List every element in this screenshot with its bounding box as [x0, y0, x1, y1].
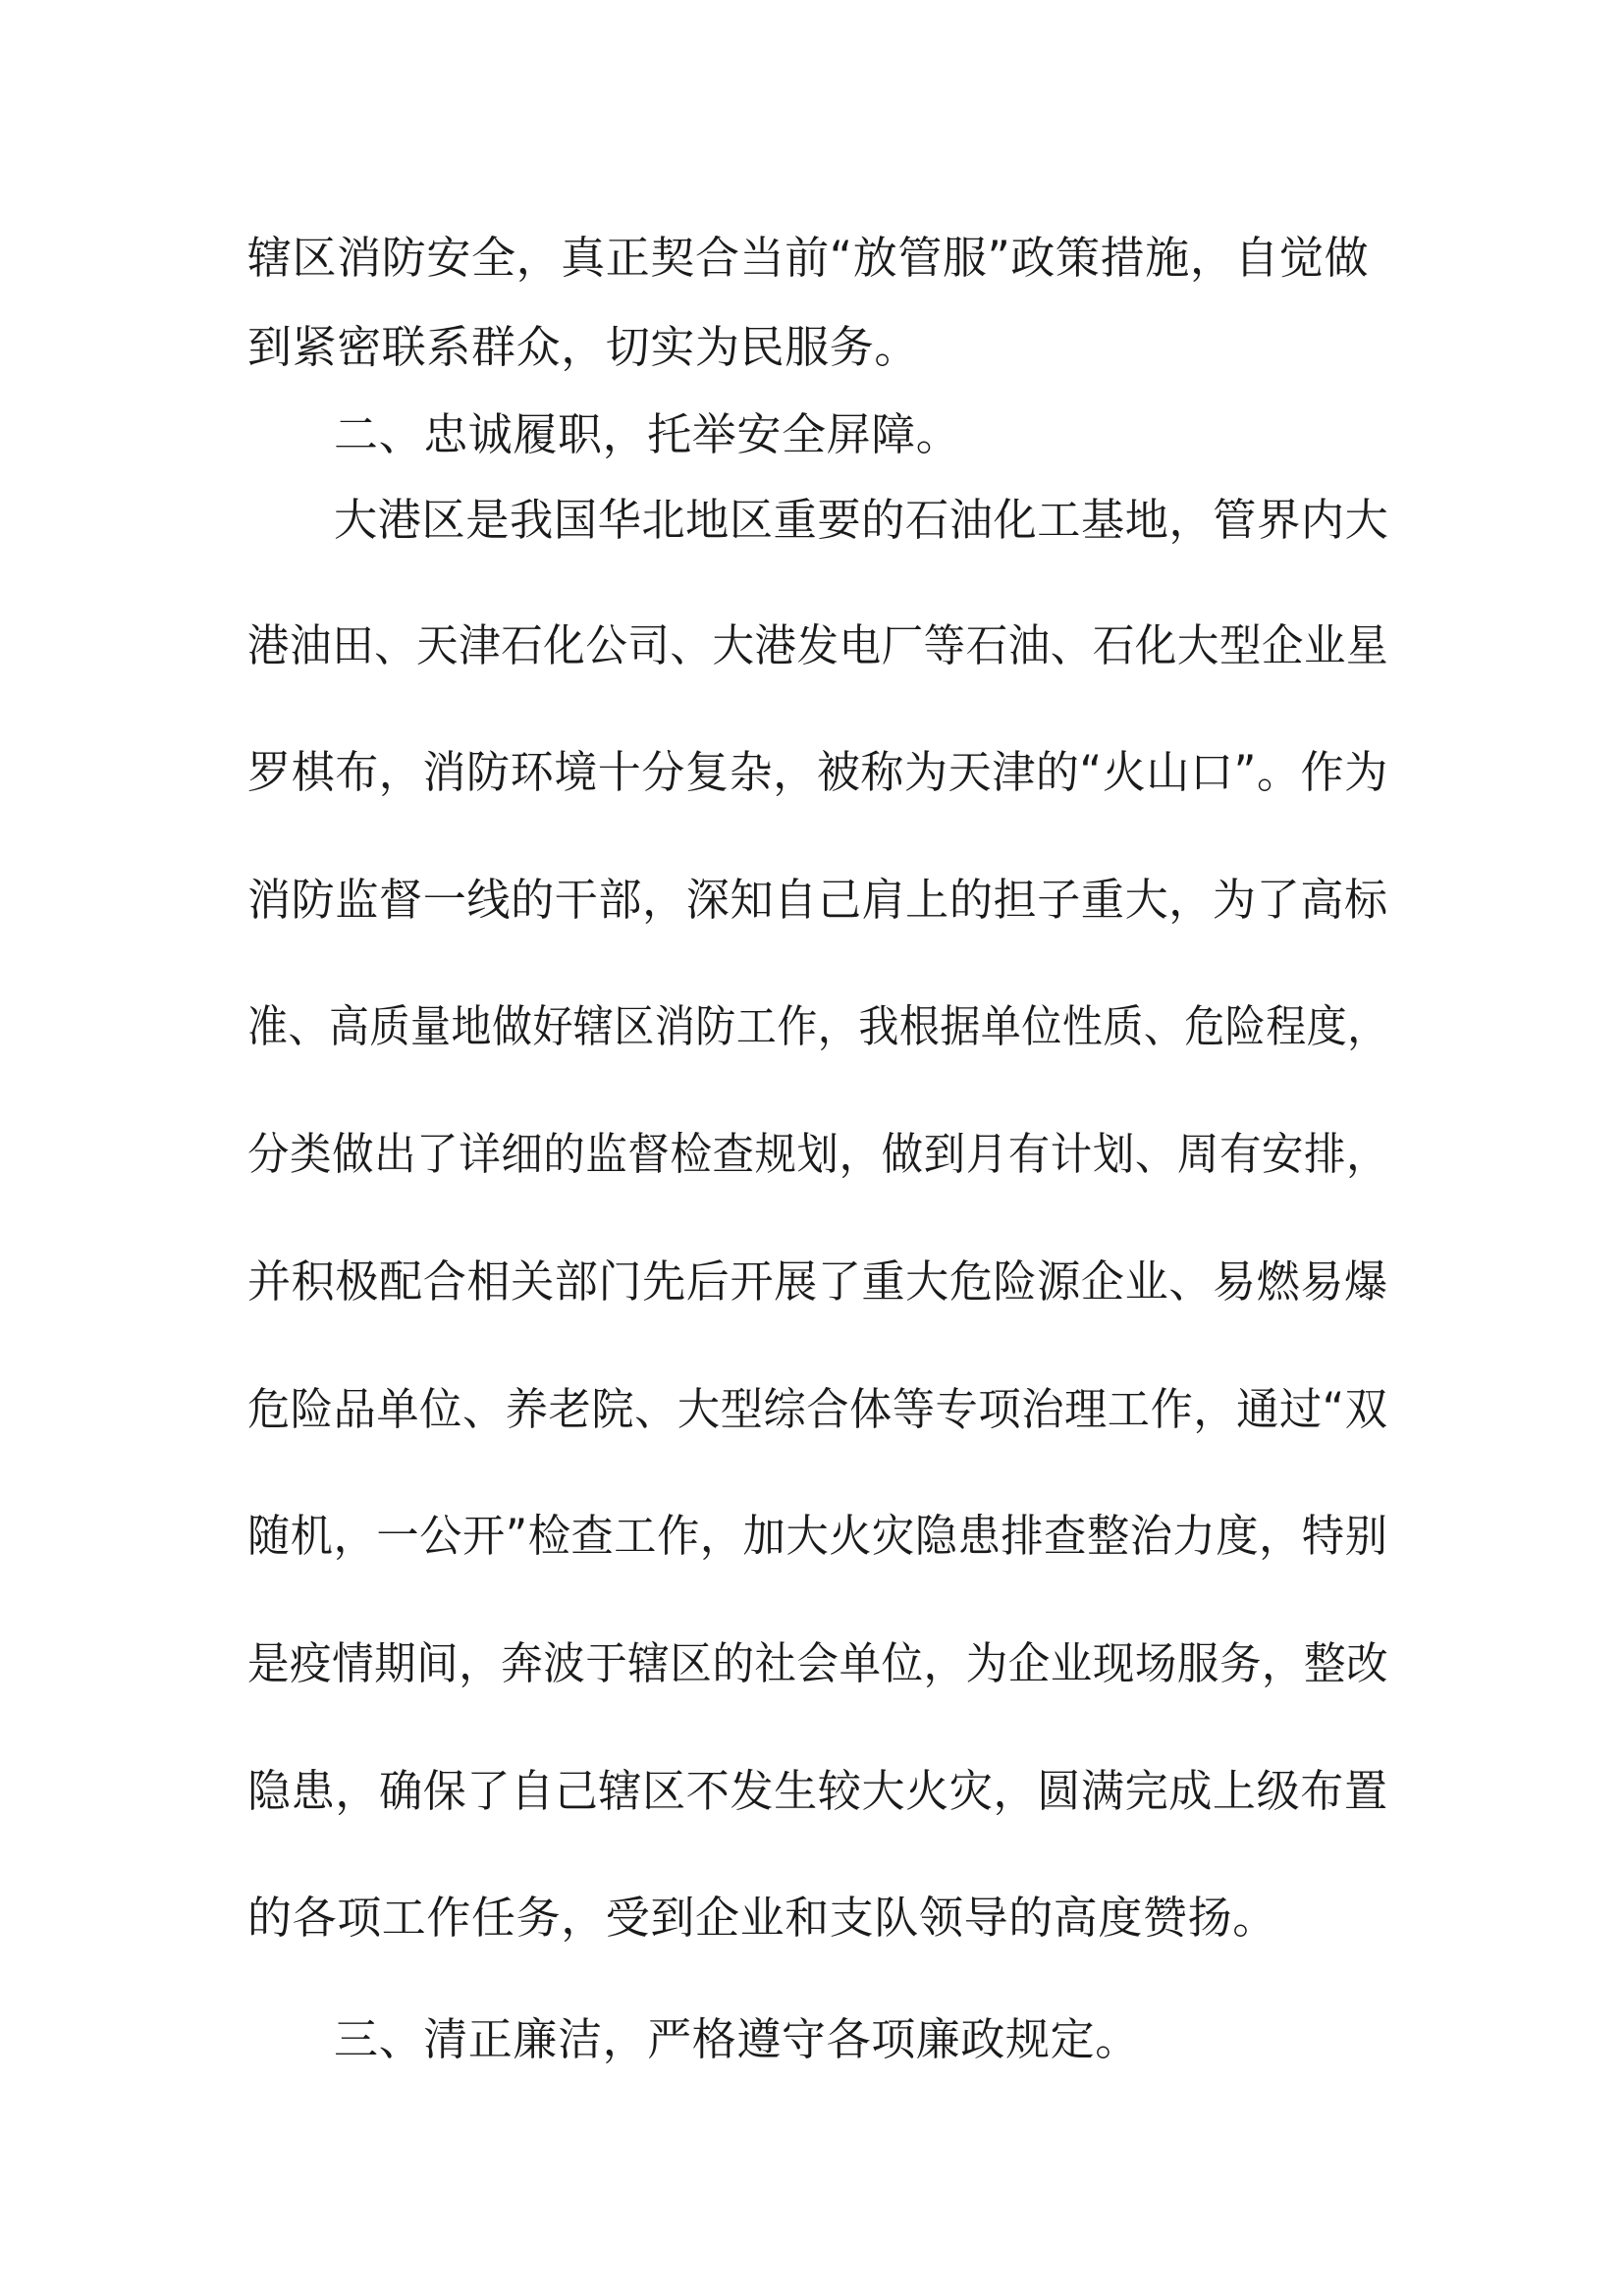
text-line: 并积极配合相关部门先后开展了重大危险源企业、易燃易爆 [247, 1255, 1388, 1308]
section-heading: 二、忠诚履职，托举安全屏障。 [334, 408, 961, 460]
text-line: 辖区消防安全，真正契合当前“放管服”政策措施，自觉做 [247, 232, 1370, 284]
text-line: 消防监督一线的干部，深知自己肩上的担子重大，为了高标 [247, 874, 1388, 926]
paragraph-first-line: 大港区是我国华北地区重要的石油化工基地，管界内大 [334, 494, 1389, 546]
text-line: 准、高质量地做好辖区消防工作，我根据单位性质、危险程度， [247, 1000, 1388, 1052]
text-line: 罗棋布，消防环境十分复杂，被称为天津的“火山口”。作为 [247, 746, 1388, 798]
text-line: 到紧密联系群众，切实为民服务。 [247, 321, 920, 373]
text-line: 分类做出了详细的监督检查规划，做到月有计划、周有安排， [247, 1128, 1389, 1180]
text-line: 的各项工作任务，受到企业和支队领导的高度赞扬。 [247, 1892, 1277, 1944]
text-line: 港油田、天津石化公司、大港发电厂等石油、石化大型企业星 [247, 619, 1389, 671]
text-line: 危险品单位、养老院、大型综合体等专项治理工作，通过“双 [247, 1383, 1388, 1435]
text-line: 随机，一公开”检查工作，加大火灾隐患排查整治力度，特别 [247, 1510, 1388, 1562]
text-line: 是疫情期间，奔波于辖区的社会单位，为企业现场服务，整改 [247, 1637, 1389, 1689]
section-heading: 三、清正廉洁，严格遵守各项廉政规定。 [334, 2013, 1140, 2065]
text-line: 隐患，确保了自己辖区不发生较大火灾，圆满完成上级布置 [247, 1765, 1388, 1817]
